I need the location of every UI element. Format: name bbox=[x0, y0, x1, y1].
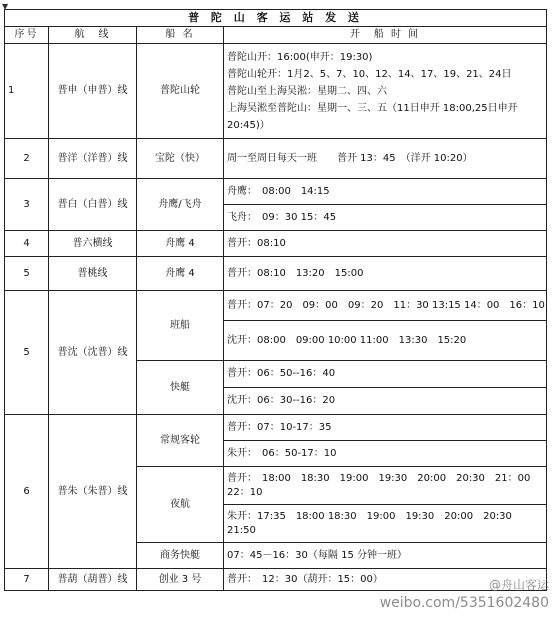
row-route: 普六横线 bbox=[49, 231, 137, 257]
row-ship: 宝陀（快） bbox=[137, 139, 224, 179]
row-no: 5 bbox=[5, 291, 49, 415]
row-no: 1 bbox=[5, 44, 49, 139]
row-time bbox=[224, 44, 547, 139]
row-ship: 舟鹰 4 bbox=[137, 257, 224, 291]
row-no: 3 bbox=[5, 179, 49, 231]
row-ship: 班船 bbox=[137, 291, 224, 361]
row-time: 沈开：06：30--16：20 bbox=[224, 388, 547, 415]
header-no: 序号 bbox=[5, 27, 49, 44]
row-route: 普洋（洋普）线 bbox=[49, 139, 137, 179]
row-route: 普朱（朱普）线 bbox=[49, 415, 137, 569]
row-time: 飞舟： 09：30 15：45 bbox=[224, 205, 547, 231]
header-time: 开 船 时 间 bbox=[224, 27, 547, 44]
table-row bbox=[5, 139, 547, 179]
row-ship: 舟鹰 4 bbox=[137, 231, 224, 257]
table-row bbox=[5, 291, 547, 321]
row-ship: 商务快艇 bbox=[137, 543, 224, 569]
row-route: 普沈（沈普）线 bbox=[49, 291, 137, 415]
time-line: 普开： 18:00 18:30 19:00 19:30 20:00 20:30 21：00 bbox=[227, 472, 531, 484]
ferry-schedule-table bbox=[4, 9, 547, 591]
row-route: 普葫（葫普）线 bbox=[49, 569, 137, 591]
row-time: 朱开： 06：50-17：10 bbox=[224, 441, 547, 467]
row-no: 4 bbox=[5, 231, 49, 257]
row-time: 普开： 12：30（葫开：15：00） bbox=[224, 569, 547, 591]
row-time: 07：45－16：30（每隔 15 分钟一班） bbox=[224, 543, 547, 569]
row-no: 2 bbox=[5, 139, 49, 179]
row-time: 普开：07：20 09：00 09：20 11：30 13:15 14：00 16：10 bbox=[224, 291, 547, 321]
time-line: 普陀山轮开：1月2、5、7、10、12、14、17、19、21、24日 bbox=[227, 68, 512, 80]
row-time: 舟鹰： 08:00 14:15 bbox=[224, 179, 547, 205]
row-ship: 普陀山轮 bbox=[137, 44, 224, 139]
row-no: 7 bbox=[5, 569, 49, 591]
table-row bbox=[5, 415, 547, 441]
row-ship: 快艇 bbox=[137, 361, 224, 415]
table-row bbox=[5, 179, 547, 205]
weibo-watermark bbox=[380, 576, 549, 612]
time-line: 上海吴淞至普陀山：星期一、三、五（11日申开 18:00,25日申开 bbox=[227, 102, 518, 114]
row-time: 普开：08:10 13:20 15:00 bbox=[224, 257, 547, 291]
row-ship: 常规客轮 bbox=[137, 415, 224, 467]
header-row bbox=[5, 27, 547, 44]
row-time bbox=[224, 467, 547, 505]
table-title: 普 陀 山 客 运 站 发 送 bbox=[5, 10, 547, 27]
time-line: 22：10 bbox=[227, 486, 263, 498]
row-time bbox=[224, 505, 547, 543]
table-title-row bbox=[5, 10, 547, 27]
time-line: 20:45)） bbox=[227, 119, 270, 131]
row-time: 普开：08:10 bbox=[224, 231, 547, 257]
time-line: 普陀山开：16:00(申开：19:30) bbox=[227, 51, 373, 63]
row-time: 沈开：08:00 09:00 10:00 11:00 13:30 15:20 bbox=[224, 321, 547, 361]
table-row bbox=[5, 231, 547, 257]
table-row bbox=[5, 44, 547, 139]
row-no: 6 bbox=[5, 415, 49, 569]
time-line: 朱开：17:35 18:00 18:30 19:00 19:30 20:00 20:30 bbox=[227, 510, 512, 522]
row-route: 普白（白普）线 bbox=[49, 179, 137, 231]
watermark-handle: @舟山客运 bbox=[488, 578, 549, 592]
row-time: 普开：07：10-17：35 bbox=[224, 415, 547, 441]
time-line: 21:50 bbox=[227, 524, 256, 536]
header-route: 航 线 bbox=[49, 27, 137, 44]
row-ship: 创业 3 号 bbox=[137, 569, 224, 591]
header-ship: 船 名 bbox=[137, 27, 224, 44]
row-ship: 舟鹰/飞舟 bbox=[137, 179, 224, 231]
row-time: 周一至周日每天一班 普开 13：45 （洋开 10:20） bbox=[224, 139, 547, 179]
row-route: 普桃线 bbox=[49, 257, 137, 291]
watermark-url: weibo.com/5351602480 bbox=[379, 595, 549, 611]
row-time: 普开：06：50--16：40 bbox=[224, 361, 547, 388]
row-no: 5 bbox=[5, 257, 49, 291]
corner-marker: ▼ bbox=[2, 2, 9, 11]
row-ship: 夜航 bbox=[137, 467, 224, 543]
table-row bbox=[5, 257, 547, 291]
time-line: 普陀山至上海吴淞：星期二、四、六 bbox=[227, 85, 387, 97]
row-route: 普申（申普）线 bbox=[49, 44, 137, 139]
